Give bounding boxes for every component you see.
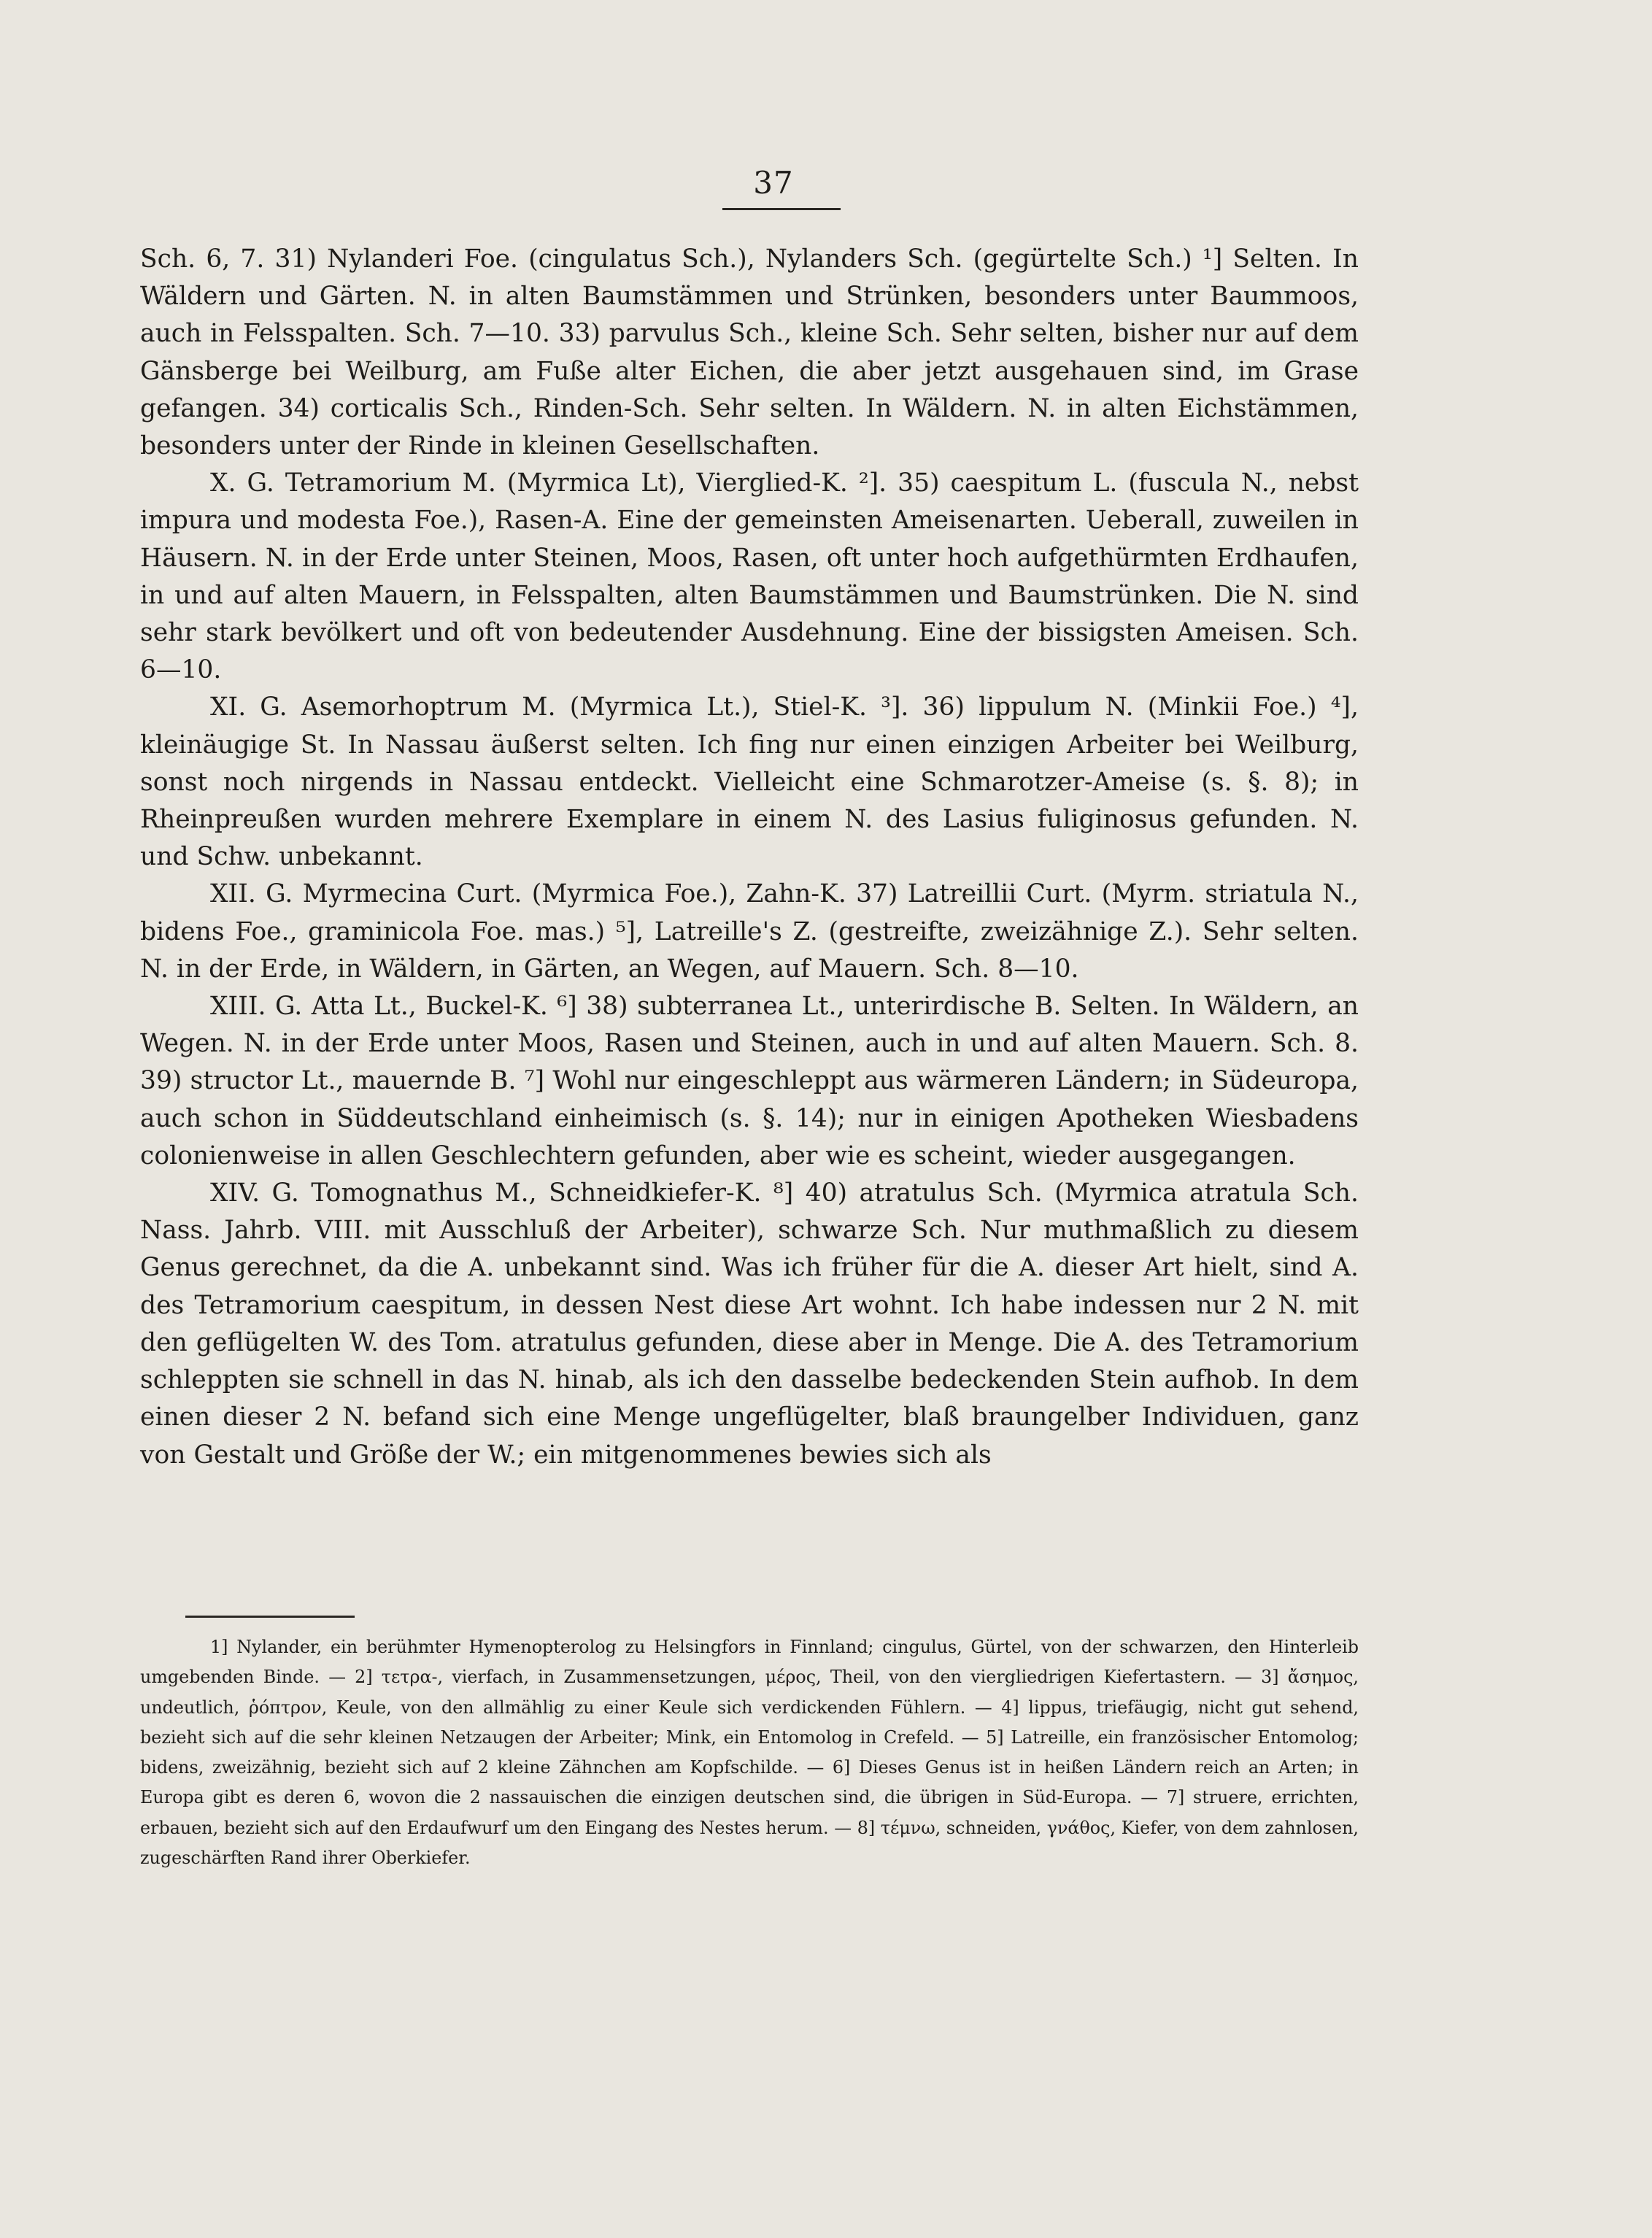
paragraph-atta: XIII. G. Atta Lt., Buckel-K. ⁶] 38) subterranea Lt., unterirdische B. Selten. In Wäldern, an Wegen. N. in der Erde unter Moos, Rasen und Steinen, auch in und auf alten Mauern. Sch. 8. 39) structor Lt., mauernde B. ⁷] Wohl nur eingeschleppt aus wärmeren Ländern; in Südeuropa, auch schon in Süddeutschland einheimisch (s. §. 14); nur in einigen Apotheken Wiesbadens colonienweise in allen Geschlechtern gefunden, aber wie es scheint, wieder ausgegangen.	[140, 992, 1359, 1170]
footnotes-text: 1] Nylander, ein berühmter Hymenopterolog zu Helsingfors in Finnland; cingulus, Gürtel, von der schwarzen, den Hinterleib umgebenden Binde. — 2] τετρα-, vierfach, in Zusammensetzungen, μέρος, Theil, von den viergliedrigen Kiefertastern. — 3] ἄσημος, undeutlich, ῥόπτρον, Keule, von den allmählig zu einer Keule sich verdickenden Fühlern. — 4] lippus, triefäugig, nicht gut sehend, bezieht sich auf die sehr kleinen Netzaugen der Arbeiter; Mink, ein Entomolog in Crefeld. — 5] Latreille, ein französischer Entomolog; bidens, zweizähnig, bezieht sich auf 2 kleine Zähnchen am Kopfschilde. — 6] Dieses Genus ist in heißen Ländern reich an Arten; in Europa gibt es deren 6, wovon die 2 nassauischen die einzigen deutschen sind, die übrigen in Süd-Europa. — 7] struere, errichten, erbauen, bezieht sich auf den Erdaufwurf um den Eingang des Nestes herum. — 8] τέμνω, schneiden, γνάθος, Kiefer, von dem zahnlosen, zugeschärften Rand ihrer Oberkiefer.	[140, 1637, 1359, 1869]
paragraph-tomognathus: XIV. G. Tomognathus M., Schneidkiefer-K. ⁸] 40) atratulus Sch. (Myrmica atratula Sch. Nass. Jahrb. VIII. mit Ausschluß der Arbeiter), schwarze Sch. Nur muthmaßlich zu diesem Genus gerechnet, da die A. unbekannt sind. Was ich früher für die A. dieser Art hielt, sind A. des Tetramorium caespitum, in dessen Nest diese Art wohnt. Ich habe indessen nur 2 N. mit den geflügelten W. des Tom. atratulus gefunden, diese aber in Menge. Die A. des Tetramorium schleppten sie schnell in das N. hinab, als ich den dasselbe bedeckenden Stein aufhob. In dem einen dieser 2 N. befand sich eine Menge ungeflügelter, blaß braungelber Individuen, ganz von Gestalt und Größe der W.; ein mitgenommenes bewies sich als	[140, 1178, 1359, 1470]
page-number-rule	[722, 208, 841, 210]
footnotes	[140, 1632, 1359, 1873]
footnote-rule	[185, 1616, 355, 1618]
paragraph-continuation: Sch. 6, 7. 31) Nylanderi Foe. (cingulatus Sch.), Nylanders Sch. (gegürtelte Sch.) ¹] Selten. In Wäldern und Gärten. N. in alten Baumstämmen und Strünken, besonders unter Baummoos, auch in Felsspalten. Sch. 7—10. 33) parvulus Sch., kleine Sch. Sehr selten, bisher nur auf dem Gänsberge bei Weilburg, am Fuße alter Eichen, die aber jetzt ausgehauen sind, im Grase gefangen. 34) corticalis Sch., Rinden-Sch. Sehr selten. In Wäldern. N. in alten Eichstämmen, besonders unter der Rinde in kleinen Gesellschaften.	[140, 244, 1359, 461]
page-number: 37	[753, 165, 794, 201]
paragraph-asemorhoptrum: XI. G. Asemorhoptrum M. (Myrmica Lt.), Stiel-K. ³]. 36) lippulum N. (Minkii Foe.) ⁴], kleinäugige St. In Nassau äußerst selten. Ich fing nur einen einzigen Arbeiter bei Weilburg, sonst noch nirgends in Nassau entdeckt. Vielleicht eine Schmarotzer-Ameise (s. §. 8); in Rheinpreußen wurden mehrere Exemplare in einem N. des Lasius fuliginosus gefunden. N. und Schw. unbekannt.	[140, 692, 1359, 872]
paragraph-myrmecina: XII. G. Myrmecina Curt. (Myrmica Foe.), Zahn-K. 37) Latreillii Curt. (Myrm. striatula N., bidens Foe., graminicola Foe. mas.) ⁵], Latreille's Z. (gestreifte, zweizähnige Z.). Sehr selten. N. in der Erde, in Wäldern, in Gärten, an Wegen, auf Mauern. Sch. 8—10.	[140, 879, 1359, 984]
body-text	[140, 241, 1359, 1474]
paragraph-tetramorium: X. G. Tetramorium M. (Myrmica Lt), Vierglied-K. ²]. 35) caespitum L. (fuscula N., nebst impura und modesta Foe.), Rasen-A. Eine der gemeinsten Ameisenarten. Ueberall, zuweilen in Häusern. N. in der Erde unter Steinen, Moos, Rasen, oft unter hoch aufgethürmten Erdhaufen, in und auf alten Mauern, in Felsspalten, alten Baumstämmen und Baumstrünken. Die N. sind sehr stark bevölkert und oft von bedeutender Ausdehnung. Eine der bissigsten Ameisen. Sch. 6—10.	[140, 468, 1359, 685]
